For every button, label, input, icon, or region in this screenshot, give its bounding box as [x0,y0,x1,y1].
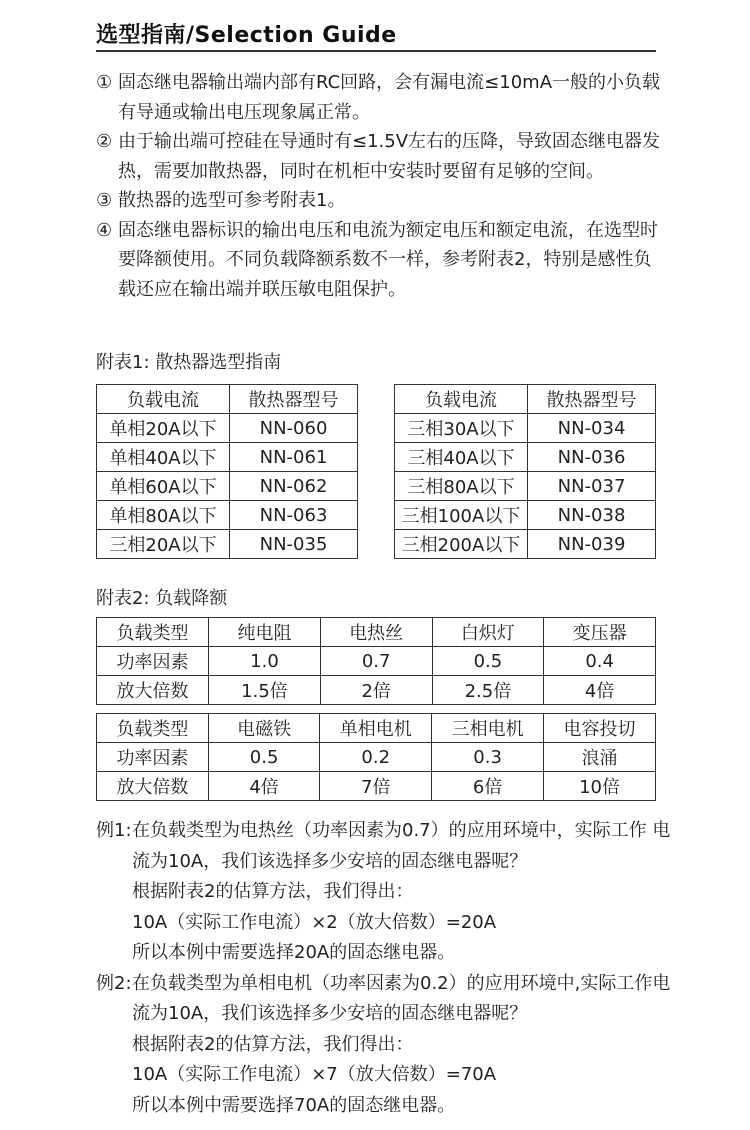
table-row [395,501,656,530]
table-row [97,647,656,676]
table-cell: 单相80A以下 [97,501,230,530]
table-row [97,772,656,801]
example-line: 在负载类型为电热丝（功率因素为0.7）的应用环境中，实际工作 电流为10A，我们该选择多少安培的固态继电器呢？ [132,820,671,872]
example-line: 在负载类型为单相电机（功率因素为0.2）的应用环境中,实际工作电流为10A，我们该选择多少安培的固态继电器呢？ [132,972,671,1024]
table-cell: 6倍 [432,772,544,801]
table-cell: 0.7 [320,647,432,676]
table-cell: 放大倍数 [97,772,209,801]
note-number: ② [96,131,113,152]
table-cell: NN-036 [528,443,656,472]
note-item [96,68,684,127]
table-cell: 0.5 [208,743,319,772]
table2-heading: 附表2: 负载降额 [96,588,228,609]
load-derating-table-2 [96,713,656,801]
table-row [97,743,656,772]
table-cell: 白炽灯 [432,618,544,647]
table-cell: 4倍 [208,772,319,801]
table-row [97,472,358,501]
table-cell: 单相40A以下 [97,443,230,472]
table-cell: NN-034 [528,414,656,443]
note-number: ① [96,72,113,93]
table-cell: 功率因素 [97,743,209,772]
table-cell: 2.5倍 [432,676,544,705]
table-header-cell: 负载电流 [395,385,528,414]
table-cell: 放大倍数 [97,676,209,705]
table-cell: 三相200A以下 [395,530,528,559]
examples-section [96,816,676,1121]
table-header-row [395,385,656,414]
table-cell: NN-039 [528,530,656,559]
example-line: 所以本例中需要选择70A的固态继电器。 [132,1094,456,1116]
table-row [395,472,656,501]
table-cell: NN-035 [230,530,358,559]
load-derating-table-1 [96,617,656,705]
table-row [97,414,358,443]
table-header-cell: 散热器型号 [528,385,656,414]
table-cell: 10倍 [544,772,656,801]
table-cell: 电磁铁 [208,714,319,743]
table-cell: 三相30A以下 [395,414,528,443]
note-number: ④ [96,219,113,241]
table-cell: 2倍 [320,676,432,705]
table-cell: 电容投切 [544,714,656,743]
table-cell: 负载类型 [97,618,209,647]
table-row [97,676,656,705]
table-cell: 单相60A以下 [97,472,230,501]
table-row [97,501,358,530]
example-line: 所以本例中需要选择20A的固态继电器。 [132,942,456,963]
table-cell: 7倍 [320,772,432,801]
note-item [96,127,666,186]
table-row [395,443,656,472]
table-cell: 单相20A以下 [97,414,230,443]
title-divider [96,50,656,52]
heatsink-table-left [96,384,358,559]
table-header-row [97,385,358,414]
note-number: ③ [96,190,113,211]
example-item [96,816,676,969]
table-row [395,530,656,559]
table-row [97,618,656,647]
example-line: 根据附表2的估算方法，我们得出： [132,881,414,902]
table-cell: 三相40A以下 [395,443,528,472]
table-cell: 浪涌 [544,743,656,772]
table-row [97,443,358,472]
note-item [96,186,666,216]
page-title: 选型指南/Selection Guide [96,23,397,48]
table-cell: NN-037 [528,472,656,501]
note-text: 固态继电器标识的输出电压和电流为额定电压和额定电流，在选型时要降额使用。不同负载降额系数不一样，参考附表2，特别是感性负载还应在输出端并联压敏电阻保护。 [118,219,658,300]
notes-list [96,68,684,304]
table-cell: 1.5倍 [209,676,321,705]
table-row [97,714,656,743]
table-cell: 三相80A以下 [395,472,528,501]
note-text: 由于输出端可控硅在导通时有≤1.5V左右的压降，导致固态继电器发热，需要加散热器，同时在机柜中安装时要留有足够的空间。 [118,131,661,182]
example-line: 10A（实际工作电流）×2（放大倍数）=20A [132,911,497,933]
table-cell: 单相电机 [320,714,432,743]
example-line: 根据附表2的估算方法，我们得出： [132,1033,414,1055]
table-cell: 功率因素 [97,647,209,676]
table-cell: 0.2 [320,743,432,772]
table-cell: 0.4 [544,647,656,676]
table-cell: NN-060 [230,414,358,443]
example-label: 例1: [96,820,132,841]
table-cell: 负载类型 [97,714,209,743]
table-cell: NN-062 [230,472,358,501]
table-cell: 4倍 [544,676,656,705]
table-cell: 变压器 [544,618,656,647]
table-cell: 三相电机 [432,714,544,743]
table-cell: 纯电阻 [209,618,321,647]
table-row [97,530,358,559]
table-cell: 1.0 [209,647,321,676]
example-label: 例2: [96,972,132,994]
table-cell: NN-061 [230,443,358,472]
table-cell: 三相100A以下 [395,501,528,530]
table-cell: NN-038 [528,501,656,530]
table-cell: 0.5 [432,647,544,676]
heatsink-table-right [394,384,656,559]
note-item [96,216,666,305]
note-text: 散热器的选型可参考附表1。 [118,190,346,211]
example-line: 10A（实际工作电流）×7（放大倍数）=70A [132,1064,497,1085]
example-item [96,969,676,1122]
table-cell: NN-063 [230,501,358,530]
note-text: 固态继电器输出端内部有RC回路，会有漏电流≤10mA一般的小负载 有导通或输出电压现象属正常。 [118,72,684,123]
table-cell: 电热丝 [320,618,432,647]
table-cell: 0.3 [432,743,544,772]
table-row [395,414,656,443]
table-header-cell: 负载电流 [97,385,230,414]
table-header-cell: 散热器型号 [230,385,358,414]
table-cell: 三相20A以下 [97,530,230,559]
table1-heading: 附表1: 散热器选型指南 [96,352,282,373]
